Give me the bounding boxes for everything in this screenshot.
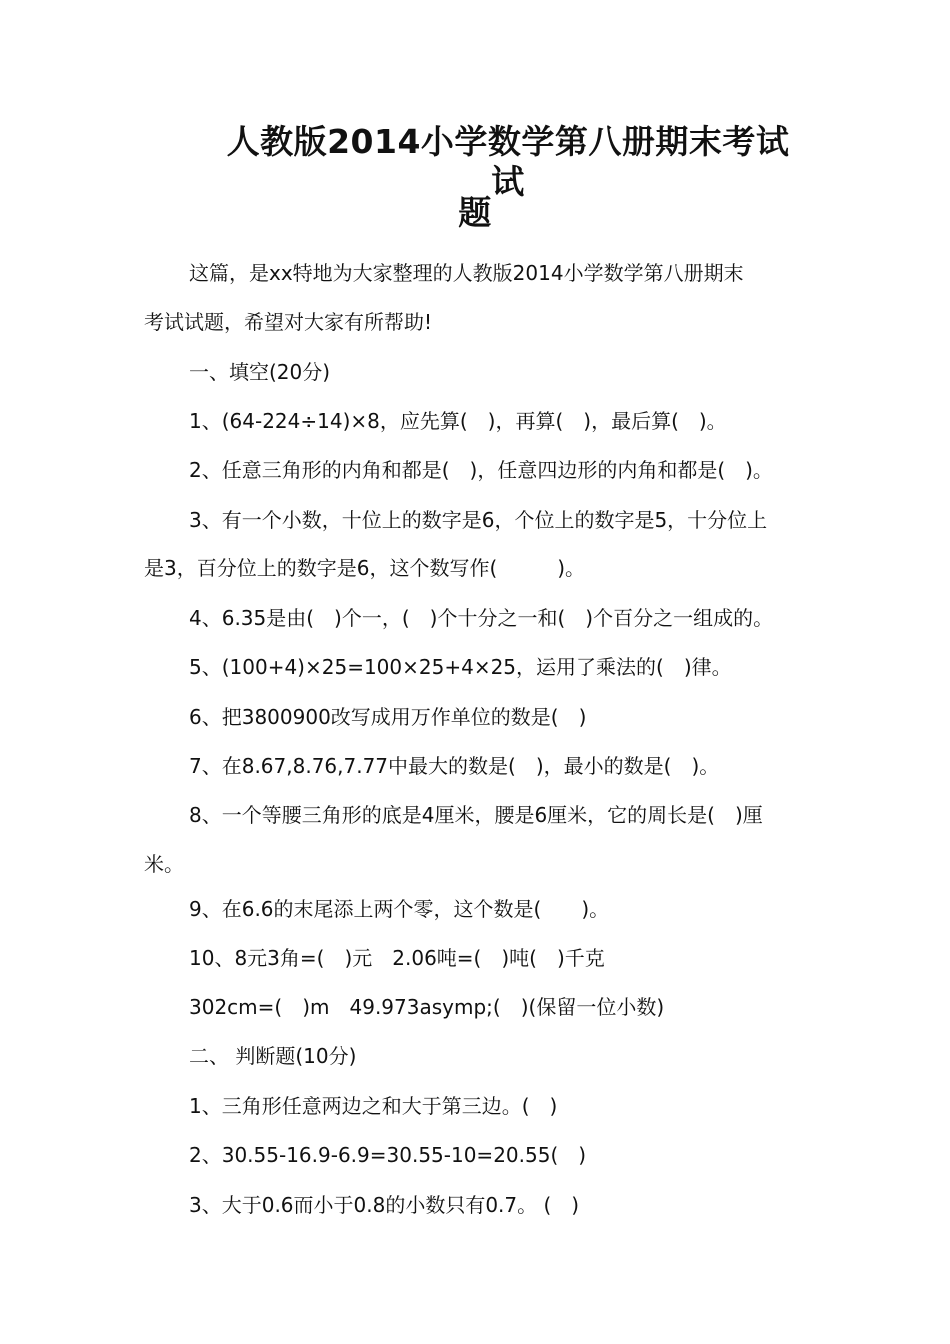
judgment-2: 2、30.55-16.9-6.9=30.55-10=20.55( ): [189, 1143, 587, 1167]
question-5: 5、(100+4)×25=100×25+4×25，运用了乘法的( )律。: [189, 655, 732, 679]
document-title-line-1: 人教版2014小学数学第八册期末考试试: [226, 122, 790, 201]
question-3-line-2: 是3，百分位上的数字是6，这个数写作( )。: [144, 556, 586, 580]
document-title-line-2: 题: [458, 193, 492, 232]
question-7: 7、在8.67,8.76,7.77中最大的数是( )，最小的数是( )。: [189, 754, 720, 778]
judgment-3: 3、大于0.6而小于0.8的小数只有0.7。 ( ): [189, 1193, 580, 1217]
question-10-line-2: 302cm=( )m 49.973asymp;( )(保留一位小数): [189, 995, 665, 1019]
question-8-line-2: 米。: [144, 852, 184, 876]
intro-line-2: 考试试题，希望对大家有所帮助!: [144, 310, 433, 334]
question-8-line-1: 8、一个等腰三角形的底是4厘米，腰是6厘米，它的周长是( )厘: [189, 803, 763, 827]
question-6: 6、把3800900改写成用万作单位的数是( ): [189, 705, 587, 729]
intro-line-1: 这篇，是xx特地为大家整理的人教版2014小学数学第八册期末: [189, 261, 744, 285]
question-2: 2、任意三角形的内角和都是( )，任意四边形的内角和都是( )。: [189, 458, 773, 482]
question-9: 9、在6.6的末尾添上两个零，这个数是( )。: [189, 897, 610, 921]
judgment-1: 1、三角形任意两边之和大于第三边。( ): [189, 1094, 558, 1118]
question-1: 1、(64-224÷14)×8，应先算( )，再算( )，最后算( )。: [189, 409, 727, 433]
section-heading-fill-blank: 一、填空(20分): [189, 360, 331, 384]
question-3-line-1: 3、有一个小数，十位上的数字是6，个位上的数字是5，十分位上: [189, 508, 768, 532]
section-heading-true-false: 二、 判断题(10分): [189, 1044, 357, 1068]
question-4: 4、6.35是由( )个一，( )个十分之一和( )个百分之一组成的。: [189, 606, 774, 630]
question-10-line-1: 10、8元3角=( )元 2.06吨=( )吨( )千克: [189, 946, 605, 970]
